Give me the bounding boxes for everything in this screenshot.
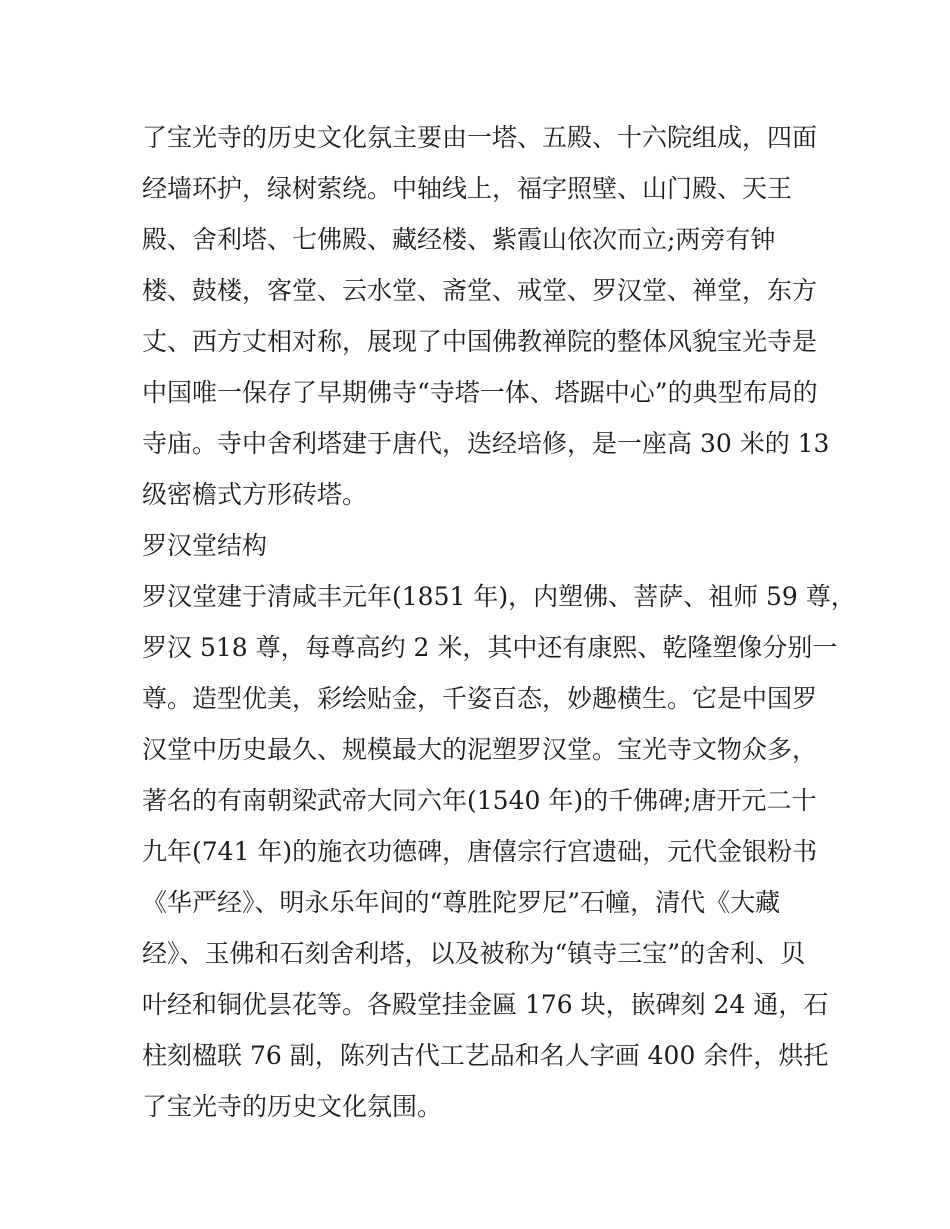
text-line: 《华严经》、明永乐年间的“尊胜陀罗尼”石幢，清代《大藏 bbox=[142, 888, 781, 917]
text-line: 罗汉堂建于清咸丰元年(1851 年)，内塑佛、菩萨、祖师 59 尊， bbox=[142, 582, 856, 611]
text-line: 汉堂中历史最久、规模最大的泥塑罗汉堂。宝光寺文物众多， bbox=[142, 735, 818, 764]
text-line: 柱刻楹联 76 副，陈列古代工艺品和名人字画 400 余件，烘托 bbox=[142, 1041, 829, 1070]
text-line: 罗汉 518 尊，每尊高约 2 米，其中还有康熙、乾隆塑像分别一 bbox=[142, 633, 838, 662]
text-line: 了宝光寺的历史文化氛围。 bbox=[142, 1092, 443, 1121]
text-line: 楼、鼓楼，客堂、云水堂、斋堂、戒堂、罗汉堂、禅堂，东方 bbox=[142, 276, 818, 305]
text-line: 级密檐式方形砖塔。 bbox=[142, 480, 368, 509]
text-line: 尊。造型优美，彩绘贴金，千姿百态，妙趣横生。它是中国罗 bbox=[142, 684, 818, 713]
text-line: 经墙环护，绿树萦绕。中轴线上，福字照壁、山门殿、天王 bbox=[142, 174, 793, 203]
text-line: 殿、舍利塔、七佛殿、藏经楼、紫霞山依次而立;两旁有钟 bbox=[142, 225, 776, 254]
text-line: 叶经和铜优昙花等。各殿堂挂金匾 176 块，嵌碑刻 24 通，石 bbox=[142, 990, 829, 1019]
text-line: 中国唯一保存了早期佛寺“寺塔一体、塔踞中心”的典型布局的 bbox=[142, 378, 818, 407]
text-line: 著名的有南朝梁武帝大同六年(1540 年)的千佛碑;唐开元二十 bbox=[142, 786, 817, 815]
text-line: 九年(741 年)的施衣功德碑，唐僖宗行宫遗础，元代金银粉书 bbox=[142, 837, 818, 866]
section-heading: 罗汉堂结构 bbox=[142, 531, 268, 560]
text-line: 经》、玉佛和石刻舍利塔，以及被称为“镇寺三宝”的舍利、贝 bbox=[142, 939, 806, 968]
body-text bbox=[142, 112, 856, 1132]
text-line: 了宝光寺的历史文化氛主要由一塔、五殿、十六院组成，四面 bbox=[142, 123, 818, 152]
text-line: 寺庙。寺中舍利塔建于唐代，迭经培修，是一座高 30 米的 13 bbox=[142, 429, 830, 458]
text-line: 丈、西方丈相对称，展现了中国佛教禅院的整体风貌宝光寺是 bbox=[142, 327, 818, 356]
